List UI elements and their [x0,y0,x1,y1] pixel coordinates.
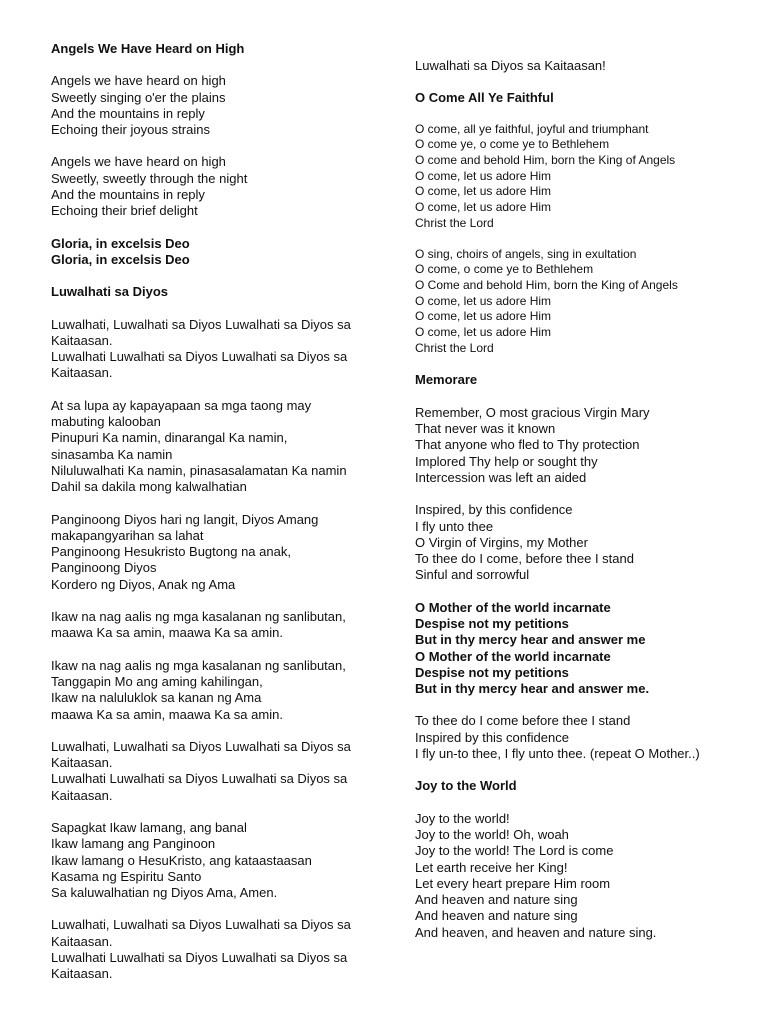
stanza [51,917,391,982]
stanza [415,713,755,762]
stanza [51,398,391,496]
lyric-line: Sinful and sorrowful [415,567,530,583]
lyric-line: Echoing their brief delight [51,203,198,219]
lyric-line: Luwalhati Luwalhati sa Diyos Luwalhati sa Diyos sa [51,950,348,966]
lyric-line: Joy to the world! [415,810,510,826]
stanza [415,58,755,74]
lyric-line: Despise not my petitions [415,616,569,631]
lyric-line: Panginoong Diyos [51,560,157,576]
bold-refrain [51,236,391,269]
lyric-line: I fly unto thee [415,518,494,534]
lyric-line: To thee do I come, before thee I stand [415,551,634,567]
lyric-line: Ikaw na nag aalis ng mga kasalanan ng sanlibutan, [51,657,346,673]
lyric-line: Luwalhati, Luwalhati sa Diyos Luwalhati sa Diyos sa [51,917,351,933]
stanza-gap [415,795,755,811]
lyric-line: Joy to the world! Oh, woah [415,826,569,842]
stanza-gap [51,268,391,284]
bold-refrain [415,600,755,698]
stanza [51,512,391,593]
lyric-line: I fly un-to thee, I fly unto thee. (repeat O Mother..) [415,746,700,762]
stanza-gap [51,804,391,820]
stanza-gap [51,301,391,317]
stanza-gap [415,584,755,600]
lyric-line: O come, let us adore Him [415,309,552,324]
stanza-gap [51,138,391,154]
title-text: Memorare [415,372,478,388]
lyric-line: Luwalhati, Luwalhati sa Diyos Luwalhati sa Diyos sa [51,738,351,754]
stanza-gap [415,74,755,90]
lyric-line: Gloria, in excelsis Deo [51,235,190,251]
lyric-line: Implored Thy help or sought thy [415,453,598,469]
stanza [51,73,391,138]
lyric-line: Luwalhati, Luwalhati sa Diyos Luwalhati sa Diyos sa [51,316,351,332]
lyric-line: And heaven and nature sing [415,908,578,924]
lyric-line: maawa Ka sa amin, maawa Ka sa amin. [51,706,283,722]
stanza-gap [51,496,391,512]
lyric-line: Kaitaasan. [51,933,113,949]
song-title [415,778,755,794]
stanza [415,502,755,583]
lyric-line: O come, let us adore Him [415,184,552,199]
lyric-line: Let every heart prepare Him room [415,875,611,891]
lyric-line: Kaitaasan. [51,365,113,381]
lyric-line: O Come and behold Him, born the King of Angels [415,277,678,292]
stanza-gap [51,593,391,609]
stanza-gap [415,232,755,247]
title-text: Angels We Have Heard on High [51,41,245,56]
lyric-line: O sing, choirs of angels, sing in exultation [415,246,637,261]
lyric-line: O come, let us adore Him [415,200,552,215]
title-text: Joy to the World [415,778,517,794]
song-title [51,41,391,57]
lyric-line: Panginoong Hesukristo Bugtong na anak, [51,544,291,560]
lyric-line: Despise not my petitions [415,664,569,680]
stanza [51,739,391,804]
stanza-gap [51,723,391,739]
lyric-line: Kasama ng Espiritu Santo [51,868,202,884]
lyric-line: O Mother of the world incarnate [415,648,611,664]
stanza-gap [415,107,755,122]
lyric-line: Remember, O most gracious Virgin Mary [415,404,650,420]
stanza-gap [415,356,755,372]
stanza-gap [415,697,755,713]
lyric-line: Sweetly singing o'er the plains [51,89,226,105]
lyric-line: Echoing their joyous strains [51,122,210,138]
title-text: O Come All Ye Faithful [415,90,554,106]
lyric-line: But in thy mercy hear and answer me [415,632,646,648]
title-text: Luwalhati sa Diyos [51,284,169,300]
lyric-line: Ikaw na naluluklok sa kanan ng Ama [51,690,262,706]
lyric-line: Inspired by this confidence [415,729,569,745]
lyric-line: mabuting kalooban [51,414,161,430]
lyric-line: Kaitaasan. [51,966,113,982]
stanza [415,122,755,232]
lyric-line: Angels we have heard on high [51,154,226,170]
stanza [51,658,391,723]
lyric-line: Dahil sa dakila mong kalwalhatian [51,479,247,495]
lyric-line: And the mountains in reply [51,105,205,121]
lyric-line: Ikaw lamang o HesuKristo, ang kataastaasan [51,852,312,868]
lyric-line: To thee do I come before thee I stand [415,713,631,729]
lyric-line: Luwalhati sa Diyos sa Kaitaasan! [415,58,606,73]
stanza [415,247,755,357]
lyric-line: Niluluwalhati Ka namin, pinasasalamatan Ka namin [51,462,347,478]
lyric-line: Christ the Lord [415,340,494,355]
lyric-line: And the mountains in reply [51,187,205,203]
lyric-line: Intercession was left an aided [415,469,587,485]
lyric-line: Angels we have heard on high [51,73,226,89]
stanza [51,820,391,901]
stanza-gap [415,762,755,778]
lyric-line: Kaitaasan. [51,755,113,771]
left-column [51,41,391,983]
stanza [51,317,391,382]
lyric-line: Christ the Lord [415,215,494,230]
stanza-gap [51,382,391,398]
stanza-gap [51,901,391,917]
lyric-line: Kaitaasan. [51,787,113,803]
stanza-gap [415,486,755,502]
stanza [415,811,755,941]
stanza-gap [415,389,755,405]
lyric-line: O come, all ye faithful, joyful and triumphant [415,121,649,136]
lyric-line: And heaven and nature sing [415,892,578,908]
lyric-line: O Mother of the world incarnate [415,599,611,615]
stanza [51,154,391,219]
lyric-line: O come, o come ye to Bethlehem [415,262,594,277]
lyric-line: Gloria, in excelsis Deo [51,251,190,267]
lyric-line: Joy to the world! The Lord is come [415,843,614,859]
lyric-line: O come and behold Him, born the King of Angels [415,153,676,167]
lyric-line: Ikaw lamang ang Panginoon [51,836,216,852]
lyric-line: Kaitaasan. [51,332,113,348]
lyric-line: At sa lupa ay kapayapaan sa mga taong may [51,397,312,413]
lyric-line: And heaven, and heaven and nature sing. [415,924,657,940]
lyric-line: Tanggapin Mo ang aming kahilingan, [51,673,263,689]
stanza [51,609,391,642]
song-title [415,372,755,388]
song-title [51,284,391,300]
lyric-line: O Virgin of Virgins, my Mother [415,534,588,550]
lyric-line: Sweetly, sweetly through the night [51,170,248,186]
lyric-line: Luwalhati Luwalhati sa Diyos Luwalhati sa Diyos sa [51,771,348,787]
song-title [415,90,755,106]
lyric-line: maawa Ka sa amin, maawa Ka sa amin. [51,625,283,641]
right-column [415,58,755,941]
lyric-line: Luwalhati Luwalhati sa Diyos Luwalhati sa Diyos sa [51,349,348,365]
lyric-line: sinasamba Ka namin [51,446,173,462]
lyric-line: Let earth receive her King! [415,859,568,875]
stanza [415,405,755,486]
lyric-line: makapangyarihan sa lahat [51,527,204,543]
lyric-line: O come, let us adore Him [415,325,552,340]
lyric-line: But in thy mercy hear and answer me. [415,681,650,697]
lyric-line: Kordero ng Diyos, Anak ng Ama [51,576,236,592]
lyric-line: Sa kaluwalhatian ng Diyos Ama, Amen. [51,885,278,901]
lyric-line: That never was it known [415,421,556,437]
lyric-line: Ikaw na nag aalis ng mga kasalanan ng sanlibutan, [51,609,346,625]
lyric-line: O come, let us adore Him [415,168,552,183]
lyric-line: Panginoong Diyos hari ng langit, Diyos Amang [51,511,319,527]
lyric-line: Sapagkat Ikaw lamang, ang banal [51,819,247,835]
lyric-line: Pinupuri Ka namin, dinarangal Ka namin, [51,430,288,446]
stanza-gap [51,642,391,658]
stanza-gap [51,57,391,73]
lyric-line: That anyone who fled to Thy protection [415,437,640,453]
lyric-line: O come ye, o come ye to Bethlehem [415,137,610,152]
stanza-gap [51,220,391,236]
lyric-line: Inspired, by this confidence [415,502,573,518]
lyric-line: O come, let us adore Him [415,293,552,308]
